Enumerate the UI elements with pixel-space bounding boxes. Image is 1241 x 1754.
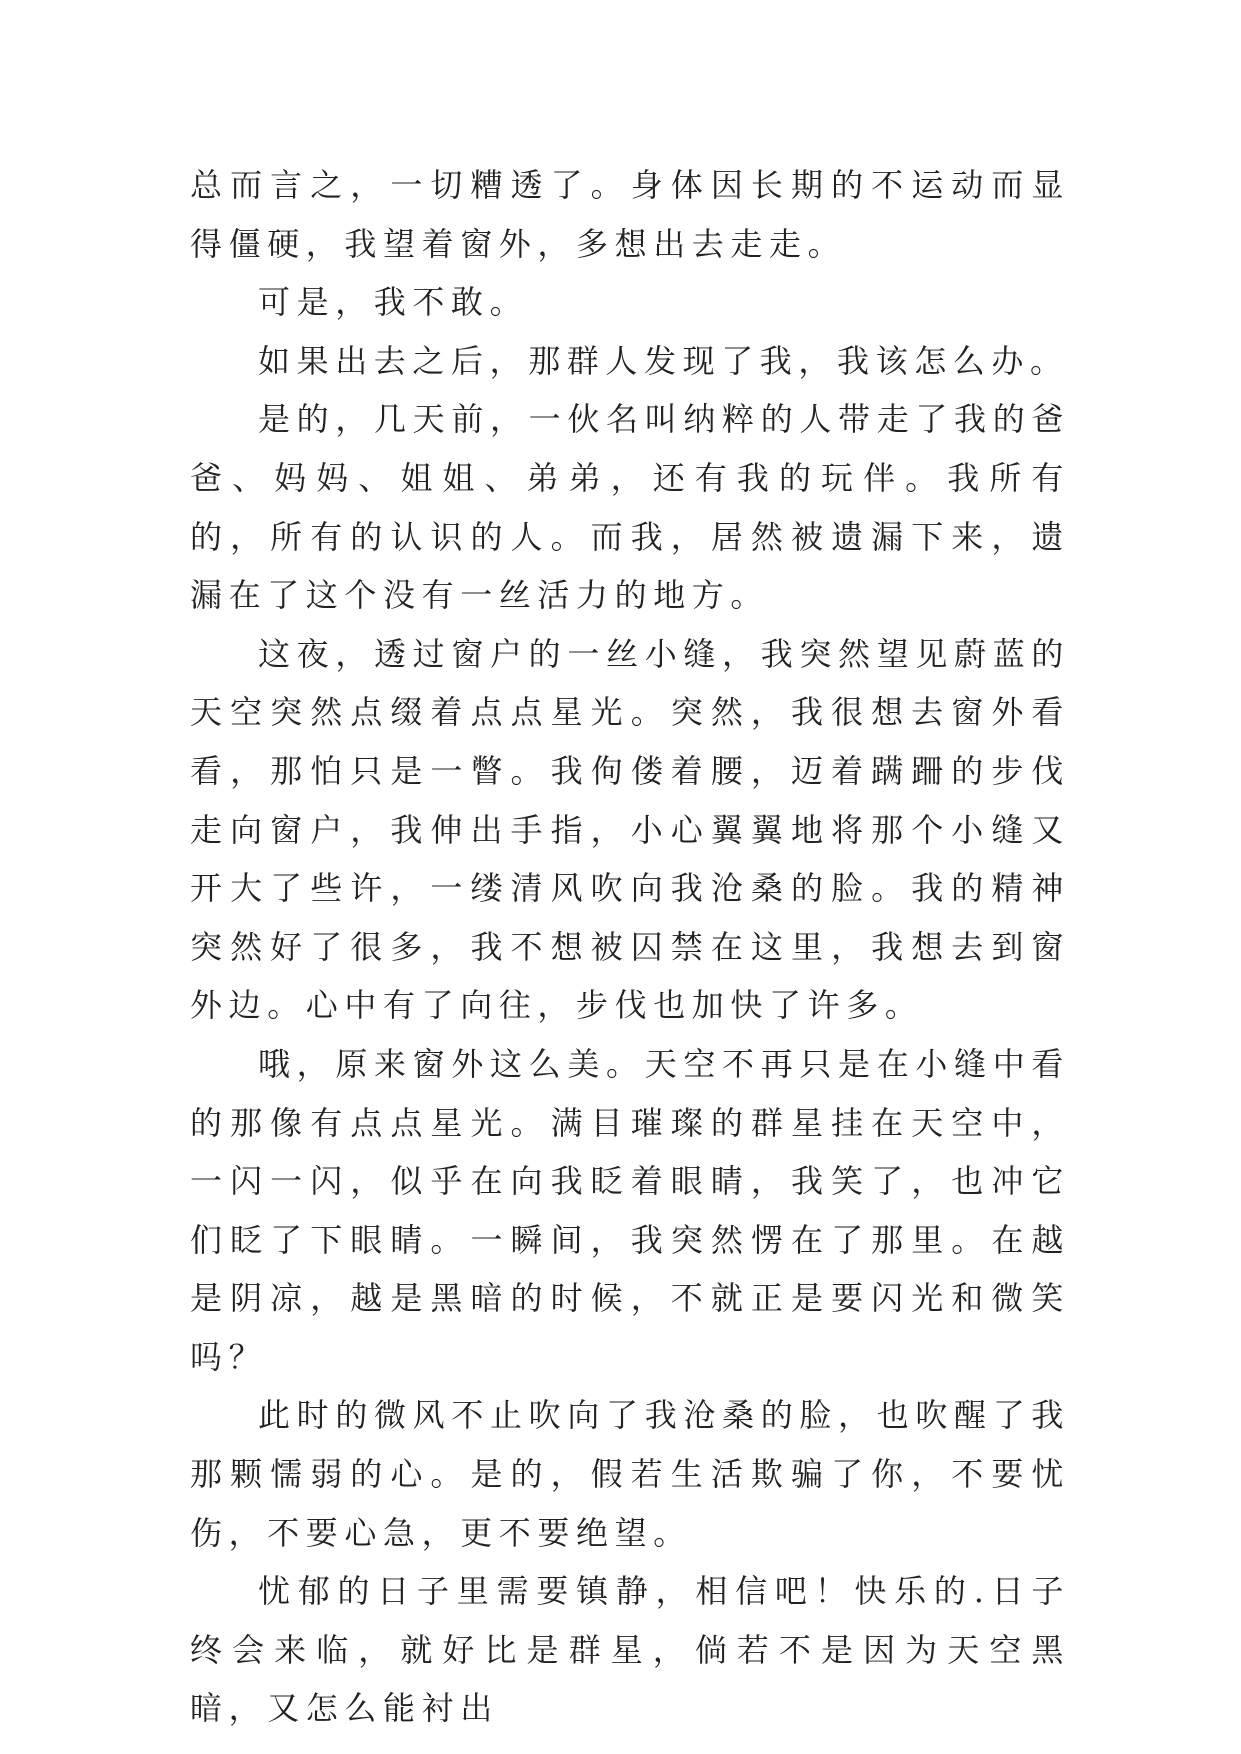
paragraph-5: 这夜，透过窗户的一丝小缝，我突然望见蔚蓝的天空突然点缀着点点星光。突然，我很想去窗外看看，那怕只是一瞥。我佝偻着腰，迈着蹒跚的步伐走向窗户，我伸出手指，小心翼翼地将那个小缝又开大了些许，一缕清风吹向我沧桑的脸。我的精神突然好了很多，我不想被囚禁在这里，我想去到窗外边。心中有了向往，步伐也加快了许多。 — [190, 634, 1070, 1025]
document-body — [190, 156, 1070, 1738]
paragraph-8: 忧郁的日子里需要镇静，相信吧！快乐的.日子终会来临，就好比是群星，倘若不是因为天空黑暗，又怎么能衬出 — [190, 1572, 1070, 1728]
paragraph-2: 可是，我不敢。 — [258, 283, 529, 322]
paragraph-1: 总而言之，一切糟透了。身体因长期的不运动而显得僵硬，我望着窗外，多想出去走走。 — [190, 166, 1070, 263]
paragraph-6: 哦，原来窗外这么美。天空不再只是在小缝中看的那像有点点星光。满目璀璨的群星挂在天空中，一闪一闪，似乎在向我眨着眼睛，我笑了，也冲它们眨了下眼睛。一瞬间，我突然愣在了那里。在越是阴凉，越是黑暗的时候，不就正是要闪光和微笑吗？ — [190, 1044, 1070, 1376]
paragraph-7: 此时的微风不止吹向了我沧桑的脸，也吹醒了我那颗懦弱的心。是的，假若生活欺骗了你，不要忧伤，不要心急，更不要绝望。 — [190, 1396, 1070, 1552]
paragraph-3: 如果出去之后，那群人发现了我，我该怎么办。 — [258, 341, 1069, 380]
paragraph-4: 是的，几天前，一伙名叫纳粹的人带走了我的爸爸、妈妈、姐姐、弟弟，还有我的玩伴。我所有的，所有的认识的人。而我，居然被遗漏下来，遗漏在了这个没有一丝活力的地方。 — [190, 400, 1070, 615]
